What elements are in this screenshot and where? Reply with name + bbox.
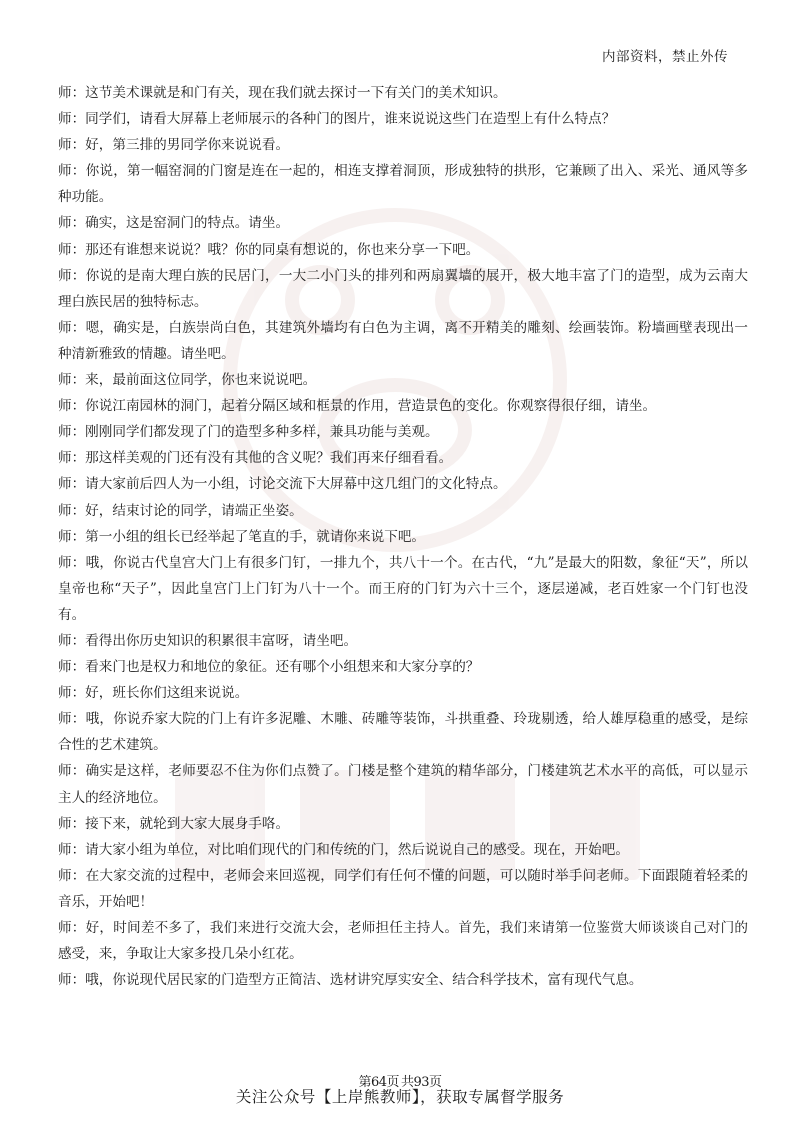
paragraph: 师：好，时间差不多了，我们来进行交流大会，老师担任主持人。首先，我们来请第一位鉴赏大师谈谈自己对门的感受，来，争取让大家多投几朵小红花。 (58, 920, 748, 963)
paragraph: 师：你说的是南大理白族的民居门，一大二小门头的排列和两扇翼墙的展开，极大地丰富了门的造型，成为云南大理白族民居的独特标志。 (58, 267, 748, 310)
paragraph: 师：同学们，请看大屏幕上老师展示的各种门的图片，谁来说说这些门在造型上有什么特点？ (58, 111, 616, 128)
paragraph: 师：好，第三排的男同学你来说说看。 (58, 137, 290, 154)
paragraph: 师：来，最前面这位同学，你也来说说吧。 (58, 372, 317, 389)
paragraph: 师：请大家小组为单位，对比咱们现代的门和传统的门，然后说说自己的感受。现在，开始吧。 (58, 841, 629, 858)
paragraph: 师：哦，你说现代居民家的门造型方正简洁、选材讲究厚实安全、结合科学技术，富有现代气息。 (58, 972, 643, 989)
paragraph: 师：确实，这是窑洞门的特点。请坐。 (58, 215, 290, 232)
paragraph: 师：那这样美观的门还有没有其他的含义呢？我们再来仔细看看。 (58, 450, 453, 467)
paragraph: 师：你说，第一幅窑洞的门窗是连在一起的，相连支撑着洞顶，形成独特的拱形，它兼顾了出入、采光、通风等多种功能。 (58, 163, 748, 206)
paragraph: 师：你说江南园林的洞门，起着分隔区域和框景的作用，营造景色的变化。你观察得很仔细，请坐。 (58, 398, 657, 415)
paragraph: 师：那还有谁想来说说？哦？你的同桌有想说的，你也来分享一下吧。 (58, 241, 480, 258)
footer-promo: 关注公众号【上岸熊教师】，获取专属督学服务 (235, 1088, 565, 1106)
paragraph: 师：接下来，就轮到大家大展身手咯。 (58, 815, 290, 832)
page-current: 第64页 (358, 1075, 399, 1090)
paragraph: 师：好，结束讨论的同学，请端正坐姿。 (58, 502, 303, 519)
header-note: 内部资料，禁止外传 (602, 49, 728, 65)
paragraph: 师：哦，你说乔家大院的门上有许多泥雕、木雕、砖雕等装饰，斗拱重叠、玲珑剔透，给人雄厚稳重的感受，是综合性的艺术建筑。 (58, 711, 748, 754)
paragraph: 师：请大家前后四人为一小组，讨论交流下大屏幕中这几组门的文化特点。 (58, 476, 507, 493)
paragraph: 师：看来门也是权力和地位的象征。还有哪个小组想来和大家分享的？ (58, 659, 480, 676)
paragraph: 师：看得出你历史知识的积累很丰富呀，请坐吧。 (58, 632, 358, 649)
paragraph: 师：在大家交流的过程中，老师会来回巡视，同学们有任何不懂的问题，可以随时举手问老师。下面跟随着轻柔的音乐，开始吧！ (58, 867, 748, 910)
document-body (58, 80, 748, 993)
paragraph: 师：第一小组的组长已经举起了笔直的手，就请你来说下吧。 (58, 528, 426, 545)
paragraph: 师：刚刚同学们都发现了门的造型多种多样，兼具功能与美观。 (58, 424, 439, 441)
paragraph: 师：哦，你说古代皇宫大门上有很多门钉，一排九个，共八十一个。在古代，“九”是最大的阳数，象征“天”，所以皇帝也称“天子”，因此皇宫门上门钉为八十一个。而王府的门钉为六十三个，逐层递减，老百姓家一个门钉也没有。 (58, 554, 748, 623)
paragraph: 师：这节美术课就是和门有关，现在我们就去探讨一下有关门的美术知识。 (58, 85, 507, 101)
paragraph: 师：好，班长你们这组来说说。 (58, 685, 249, 702)
page-total: 共93页 (401, 1075, 442, 1090)
paragraph: 师：确实是这样，老师要忍不住为你们点赞了。门楼是整个建筑的精华部分，门楼建筑艺术水平的高低，可以显示主人的经济地位。 (58, 763, 748, 806)
paragraph: 师：嗯，确实是，白族崇尚白色，其建筑外墙均有白色为主调，离不开精美的雕刻、绘画装饰。粉墙画壁表现出一种清新雅致的情趣。请坐吧。 (58, 319, 748, 362)
